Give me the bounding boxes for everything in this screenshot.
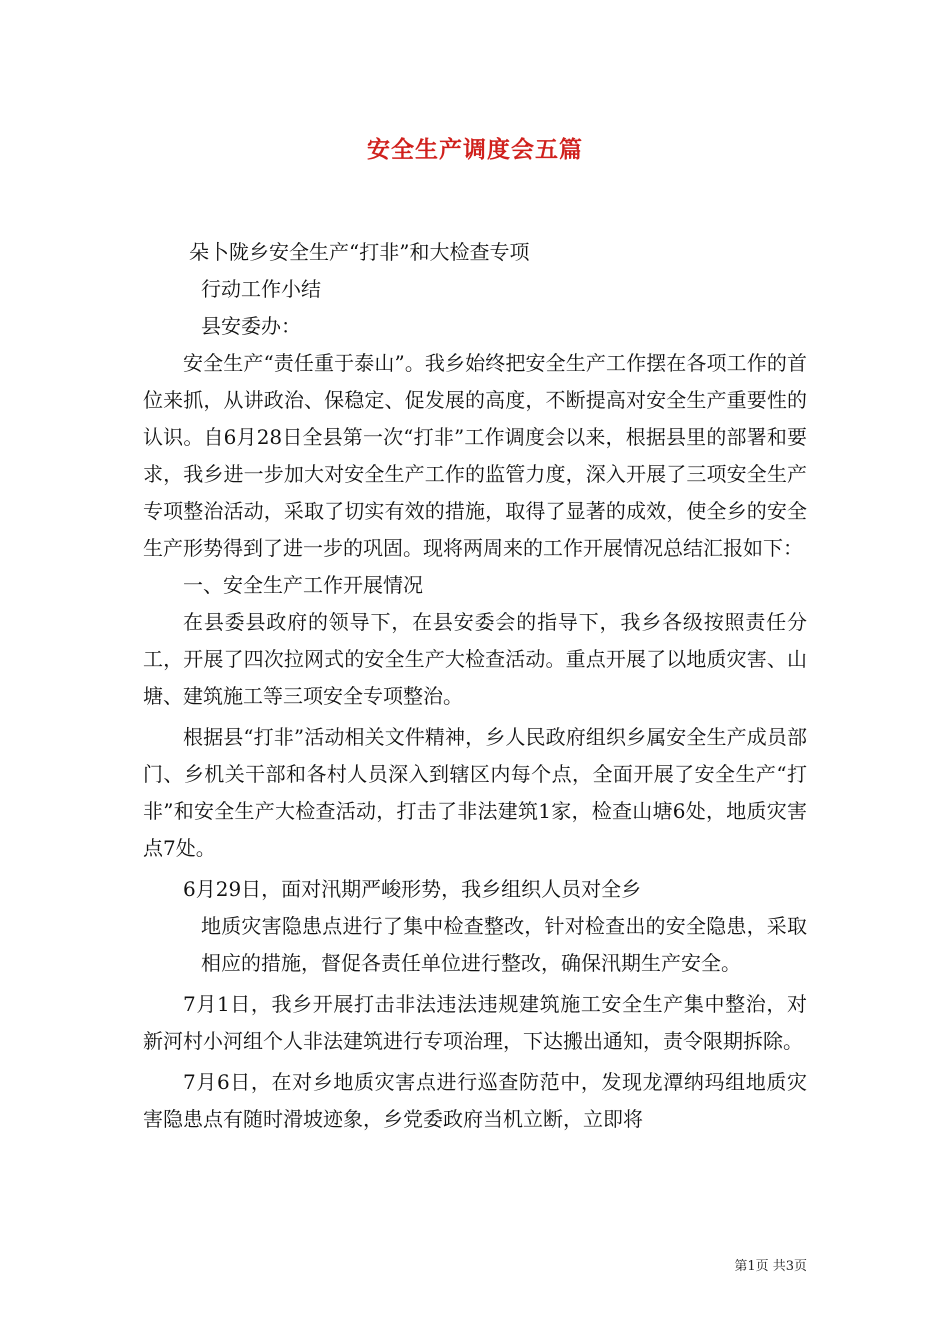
- report-heading-line-1: 朵卜陇乡安全生产“打非”和大检查专项: [189, 240, 530, 264]
- section-heading-1: 一、安全生产工作开展情况: [183, 573, 423, 597]
- paragraph-inspection: 根据县“打非”活动相关文件精神，乡人民政府组织乡属安全生产成员部门、乡机关干部和各村人员深入到辖区内每个点，全面开展了安全生产“打非”和安全生产大检查活动，打击了非法建筑1家，检查山塘6处，地质灾害点7处。: [143, 725, 807, 860]
- paragraph-june-29-continued: 地质灾害隐患点进行了集中检查整改，针对检查出的安全隐患，采取相应的措施，督促各责任单位进行整改，确保汛期生产安全。: [201, 914, 807, 975]
- paragraph-leadership: 在县委县政府的领导下，在县安委会的指导下，我乡各级按照责任分工，开展了四次拉网式的安全生产大检查活动。重点开展了以地质灾害、山塘、建筑施工等三项安全专项整治。: [143, 610, 807, 708]
- document-body: [143, 234, 807, 1138]
- paragraph-june-29: 6月29日，面对汛期严峻形势，我乡组织人员对全乡: [183, 877, 642, 901]
- report-heading-line-2: 行动工作小结: [201, 277, 321, 301]
- paragraph-intro: 安全生产“责任重于泰山”。我乡始终把安全生产工作摆在各项工作的首位来抓，从讲政治、保稳定、促发展的高度，不断提高对安全生产重要性的认识。自6月28日全县第一次“打非”工作调度会以来，根据县里的部署和要求，我乡进一步加大对安全生产工作的监管力度，深入开展了三项安全生产专项整治活动，采取了切实有效的措施，取得了显著的成效，使全乡的安全生产形势得到了进一步的巩固。现将两周来的工作开展情况总结汇报如下：: [143, 351, 807, 560]
- page-number: 第1页 共3页: [734, 1259, 807, 1274]
- paragraph-july-6: 7月6日，在对乡地质灾害点进行巡查防范中，发现龙潭纳玛组地质灾害隐患点有随时滑坡迹象，乡党委政府当机立断，立即将: [143, 1070, 807, 1131]
- document-title: 安全生产调度会五篇: [367, 136, 583, 163]
- addressee: 县安委办：: [201, 314, 301, 338]
- paragraph-july-1: 7月1日，我乡开展打击非法违法违规建筑施工安全生产集中整治，对新河村小河组个人非法建筑进行专项治理，下达搬出通知，责令限期拆除。: [143, 992, 807, 1053]
